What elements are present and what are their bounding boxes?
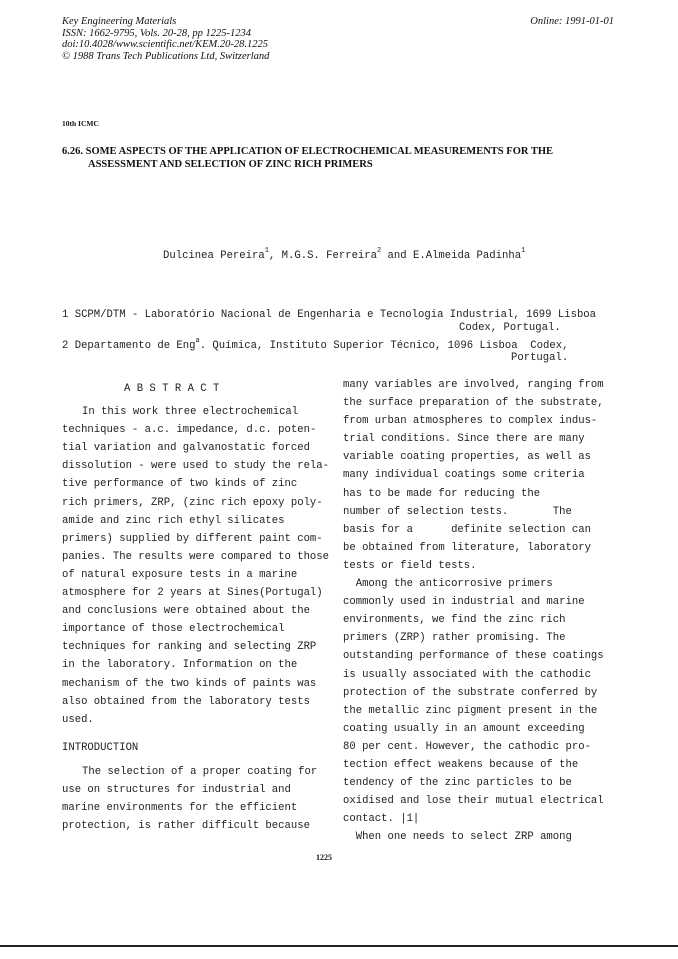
abstract-line: techniques for ranking and selecting ZRP xyxy=(62,641,317,654)
author-3: and E.Almeida Padinha xyxy=(381,250,522,262)
body-line: oxidised and lose their mutual electrical xyxy=(343,795,604,808)
doi-line[interactable] xyxy=(62,39,268,51)
title-line-1: 6.26. SOME ASPECTS OF THE APPLICATION OF ELECTROCHEMICAL MEASUREMENTS FOR THE xyxy=(62,146,554,157)
body-line: primers (ZRP) rather promising. The xyxy=(343,632,566,645)
intro-line: use on structures for industrial and xyxy=(62,783,291,796)
body-line: protection of the substrate conferred by xyxy=(343,686,598,699)
body-line: commonly used in industrial and marine xyxy=(343,596,585,609)
body-line: is usually associated with the cathodic xyxy=(343,668,591,681)
intro-line: The selection of a proper coating for xyxy=(82,765,318,778)
abstract-line: rich primers, ZRP, (zinc rich epoxy poly- xyxy=(62,496,323,509)
page-number: 1225 xyxy=(316,853,332,862)
doi-link[interactable]: doi:10.4028/www.scientific.net/KEM.20-28.1225 xyxy=(62,39,268,50)
abstract-line: tive performance of two kinds of zinc xyxy=(62,478,298,491)
author-1-affiliation: 1 xyxy=(264,247,269,255)
left-column xyxy=(62,380,330,835)
body-line: When one needs to select ZRP among xyxy=(343,831,572,844)
body-line: tests or field tests. xyxy=(343,559,477,572)
body-line: many individual coatings some criteria xyxy=(343,469,585,482)
body-line: the metallic zinc pigment present in the xyxy=(343,704,598,717)
body-line: has to be made for reducing the xyxy=(343,487,541,500)
conference-tag: 10th ICMC xyxy=(62,119,99,128)
author-3-affiliation: 1 xyxy=(521,247,526,255)
abstract-line: tial variation and galvanostatic forced xyxy=(62,442,310,455)
intro-line: marine environments for the efficient xyxy=(62,802,298,815)
body-line: tendency of the zinc particles to be xyxy=(343,777,572,790)
abstract-line: amide and zinc rich ethyl silicates xyxy=(62,514,285,527)
abstract-line: in the laboratory. Information on the xyxy=(62,659,298,672)
abstract-line: atmosphere for 2 years at Sines(Portugal) xyxy=(62,587,323,600)
abstract-line: dissolution - were used to study the rela- xyxy=(62,460,330,473)
affiliation-2-line-2: Portugal. xyxy=(511,352,569,364)
issn-line: ISSN: 1662-9795, Vols. 20-28, pp 1225-1234 xyxy=(62,27,251,39)
body-line: 80 per cent. However, the cathodic pro- xyxy=(343,740,591,753)
body-line: contact. |1| xyxy=(343,813,420,826)
abstract-line: primers) supplied by different paint com- xyxy=(62,532,323,545)
introduction-heading: INTRODUCTION xyxy=(62,741,139,754)
abstract-line: mechanism of the two kinds of paints was xyxy=(62,677,317,690)
abstract-line: also obtained from the laboratory tests xyxy=(62,695,310,708)
abstract-line: and conclusions were obtained about the xyxy=(62,605,310,618)
affiliation-2-superscript: a xyxy=(195,337,200,345)
affiliation-1-line-1: 1 SCPM/DTM - Laboratório Nacional de Engenharia e Tecnologia Industrial, 1699 Lisboa xyxy=(62,309,597,321)
body-line: number of selection tests. The xyxy=(343,505,572,518)
journal-name: Key Engineering Materials xyxy=(62,16,177,27)
right-column xyxy=(343,376,633,846)
affiliation-1-line-2: Codex, Portugal. xyxy=(459,322,561,334)
body-line: tection effect weakens because of the xyxy=(343,758,579,771)
body-line: variable coating properties, as well as xyxy=(343,451,591,464)
body-line: coating usually in an amount exceeding xyxy=(343,722,585,735)
body-line: be obtained from literature, laboratory xyxy=(343,541,591,554)
abstract-line: of natural exposure tests in a marine xyxy=(62,568,298,581)
author-list xyxy=(163,247,526,262)
author-1: Dulcinea Pereira xyxy=(163,250,265,262)
title-line-2: ASSESSMENT AND SELECTION OF ZINC RICH PRIMERS xyxy=(88,159,373,170)
body-line: trial conditions. Since there are many xyxy=(343,433,585,446)
affiliation-2-line-1: 2 Departamento de Eng$^a$. Química, Instituto Superior Técnico, 1096 Lisboa Codex, xyxy=(62,337,569,352)
author-2: , M.G.S. Ferreira xyxy=(268,250,377,262)
paper-title xyxy=(62,145,622,171)
author-2-affiliation: 2 xyxy=(377,247,382,255)
body-line: from urban atmospheres to complex indus- xyxy=(343,415,598,428)
copyright-line: © 1988 Trans Tech Publications Ltd, Switzerland xyxy=(62,50,270,62)
abstract-body xyxy=(62,403,330,729)
body-line: outstanding performance of these coatings xyxy=(343,650,604,663)
body-line: the surface preparation of the substrate, xyxy=(343,397,604,410)
abstract-line: In this work three electrochemical xyxy=(82,406,299,419)
section-number: 6.26. xyxy=(62,146,83,157)
bottom-rule xyxy=(0,945,678,947)
body-line: environments, we find the zinc rich xyxy=(343,614,566,627)
intro-line: protection, is rather difficult because xyxy=(62,820,310,833)
online-date: Online: 1991-01-01 xyxy=(530,16,614,27)
body-line: basis for a definite selection can xyxy=(343,523,591,536)
abstract-line: panies. The results were compared to those xyxy=(62,550,330,563)
body-line: many variables are involved, ranging from xyxy=(343,379,604,391)
abstract-line: techniques - a.c. impedance, d.c. poten- xyxy=(62,424,317,437)
body-line: Among the anticorrosive primers xyxy=(343,578,553,591)
abstract-line: used. xyxy=(62,713,94,726)
introduction-body xyxy=(62,763,327,835)
abstract-heading: A B S T R A C T xyxy=(124,383,220,395)
abstract-line: importance of those electrochemical xyxy=(62,623,285,636)
